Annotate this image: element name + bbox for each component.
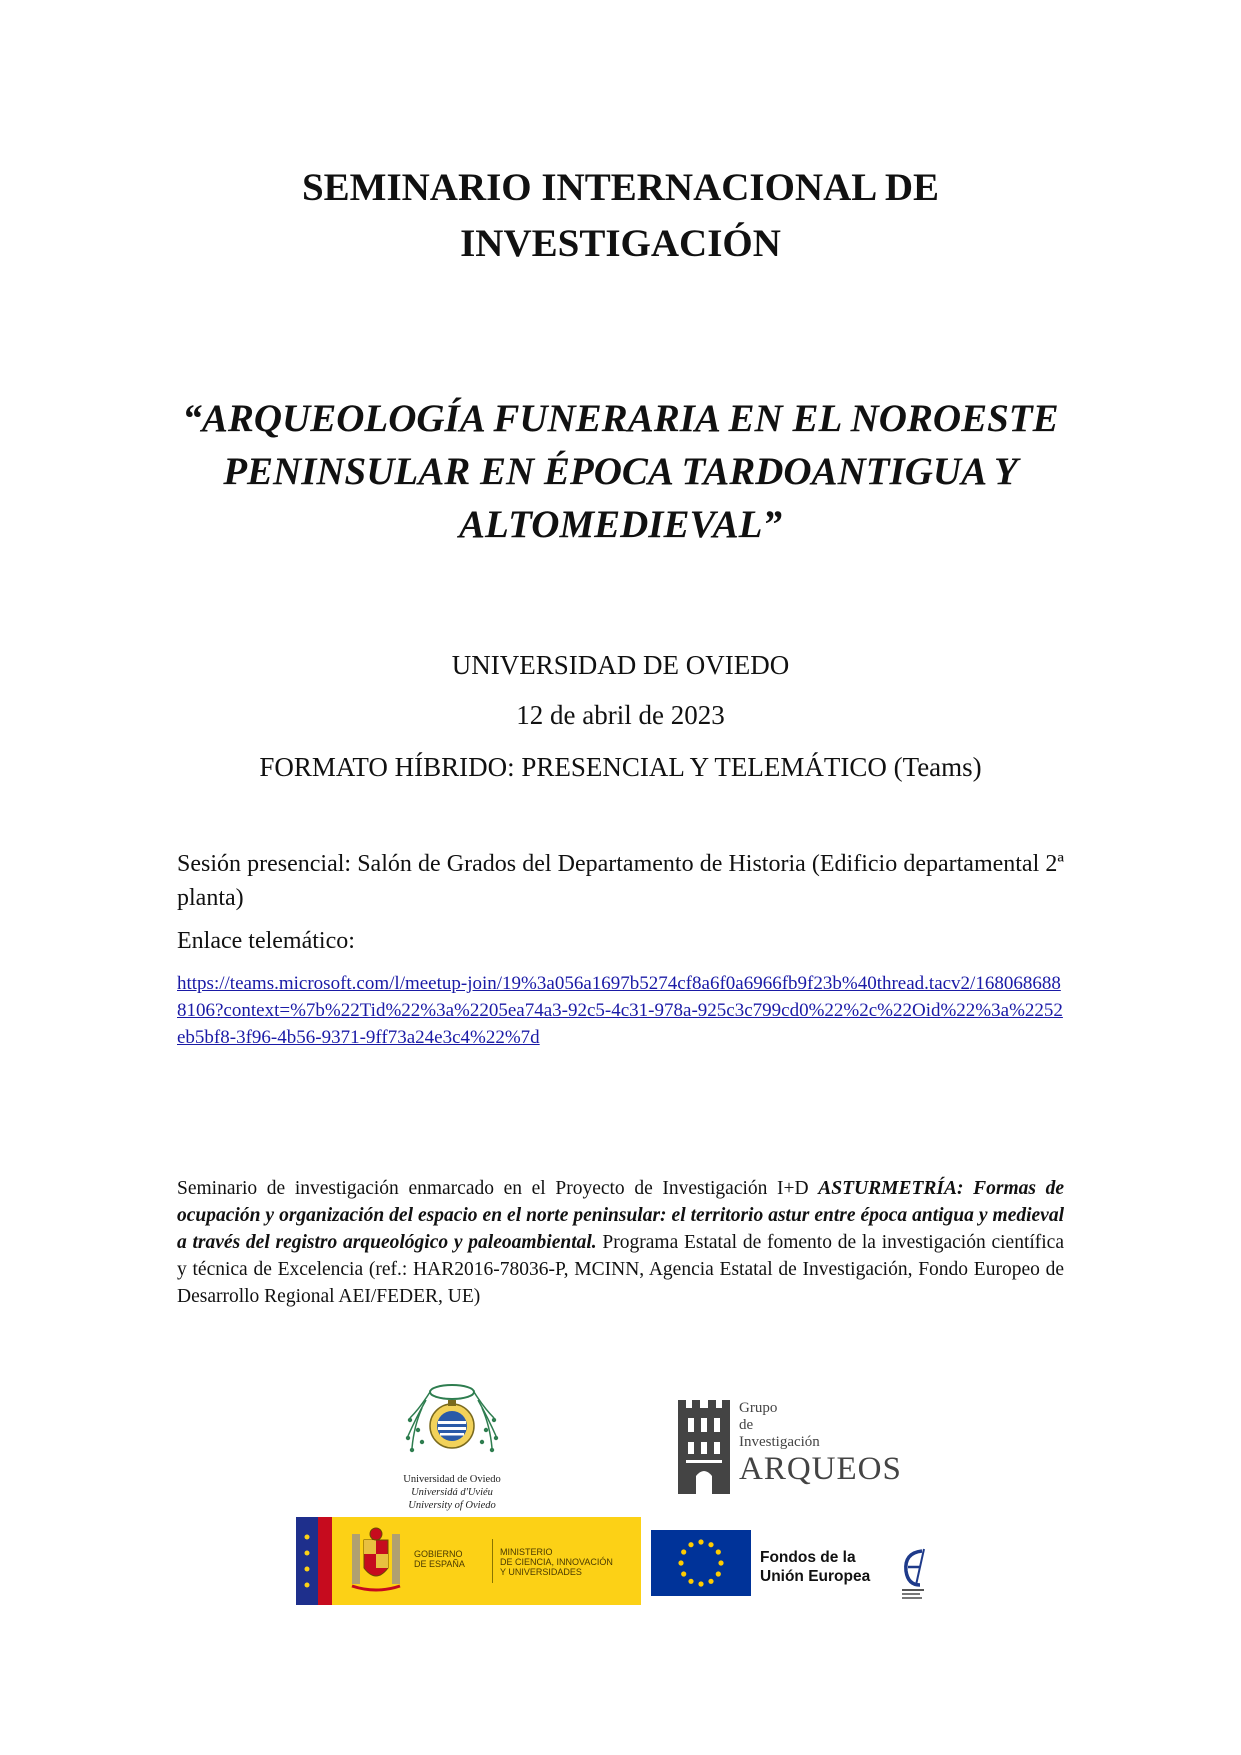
ministerio-line-1: MINISTERIO [500, 1547, 553, 1557]
university-crest-icon [400, 1378, 504, 1468]
eu-line-2: Unión Europea [760, 1568, 871, 1585]
gobierno-espana-logo [296, 1517, 641, 1605]
eu-line-1: Fondos de la [760, 1549, 856, 1566]
session-location: Sesión presencial: Salón de Grados del Departamento de Historia (Edificio departamental 2ª planta) [177, 851, 1064, 911]
eu-strip-icon [296, 1517, 318, 1605]
subtitle-line-3: ALTOMEDIEVAL” [459, 503, 782, 546]
institution: UNIVERSIDAD DE OVIEDO [451, 650, 790, 680]
funding-paragraph [177, 1175, 1064, 1310]
arqueos-line-2: de [739, 1417, 754, 1433]
event-format: FORMATO HÍBRIDO: PRESENCIAL Y TELEMÁTICO (Teams) [259, 752, 982, 782]
university-name-english: University of Oviedo [408, 1500, 496, 1511]
seminar-subtitle [150, 392, 1091, 551]
page-title [150, 160, 1091, 272]
funding-intro: Seminario de investigación enmarcado en el Proyecto de Investigación I+D [177, 1178, 819, 1199]
arqueos-name: ARQUEOS [739, 1451, 902, 1487]
university-name: Universidad de Oviedo [403, 1474, 501, 1485]
arqueos-line-3: Investigación [739, 1434, 820, 1450]
coat-of-arms-icon [348, 1526, 404, 1596]
arqueos-group-logo [676, 1400, 902, 1500]
subtitle-line-1: “ARQUEOLOGÍA FUNERARIA EN EL NOROESTE [182, 397, 1059, 440]
funding-details: Programa Estatal de fomento de la investigación científica y técnica de Excelencia (ref.: HAR2016-78036-P, MCINN, Agencia Estatal de Investigación, Fondo Europeo de Desarrollo Regional AEI/FEDER, UE) [177, 1232, 1064, 1307]
arqueos-line-1: Grupo [739, 1400, 778, 1416]
subtitle-line-2: PENINSULAR EN ÉPOCA TARDOANTIGUA Y [223, 450, 1018, 493]
gobierno-line-1: GOBIERNO [414, 1549, 463, 1559]
ministerio-line-3: Y UNIVERSIDADES [500, 1567, 582, 1577]
title-line-1: SEMINARIO INTERNACIONAL DE [301, 166, 940, 209]
project-name: ASTURMETRÍA: Formas de ocupación y organización del espacio en el norte peninsular: el territorio astur entre época antigua y medieval a través del registro arqueológico y paleoambiental. [177, 1178, 1064, 1253]
ministerio-line-2: DE CIENCIA, INNOVACIÓN [500, 1557, 613, 1567]
eu-flag-icon [651, 1530, 751, 1596]
gobierno-line-2: DE ESPAÑA [414, 1559, 465, 1569]
link-label: Enlace telemático: [177, 928, 355, 954]
eu-funds-label [760, 1548, 870, 1586]
university-name-asturian: Universidá d'Uviéu [411, 1487, 493, 1498]
university-of-oviedo-logo [392, 1378, 512, 1512]
event-date: 12 de abril de 2023 [516, 700, 725, 730]
title-line-2: INVESTIGACIÓN [460, 222, 781, 265]
teams-meeting-link[interactable]: https://teams.microsoft.com/l/meetup-join/19%3a056a1697b5274cf8a6f0a6966fb9f23b%40thread.tacv2/1680686888106?context=%7b%22Tid%22%3a%2205ea74a3-92c5-4c31-978a-925c3c799cd0%22%2c%22Oid%22%3a%2252eb5bf8-3f96-4b56-9371-9ff73a24e3c4%22%7d [177, 973, 1063, 1048]
aei-logo-icon [896, 1545, 932, 1601]
tower-icon [676, 1400, 732, 1494]
